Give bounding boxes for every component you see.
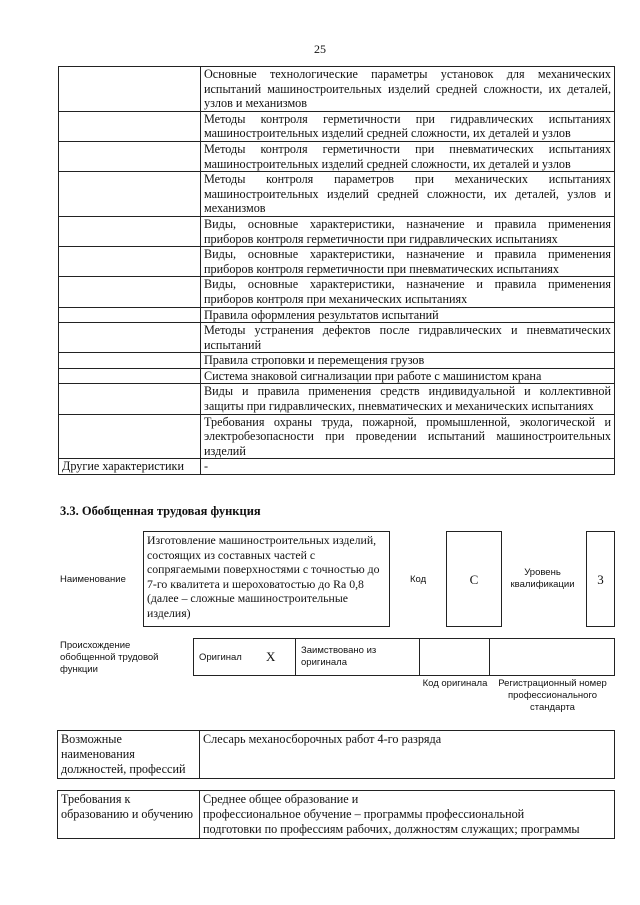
knowledge-item: Методы контроля герметичности при пневматических испытаниях машиностроительных изделий средней сложности, их деталей и узлов	[201, 141, 615, 171]
code-original-caption: Код оригинала	[422, 678, 488, 689]
knowledge-table	[58, 66, 615, 475]
knowledge-item: Правила строповки и перемещения грузов	[201, 353, 615, 369]
origin-divider	[489, 638, 490, 676]
section-title: 3.3. Обобщенная трудовая функция	[60, 504, 261, 518]
table-row	[59, 353, 615, 369]
education-label: Требования к образованию и обучению	[58, 791, 200, 839]
function-code-box: C	[446, 531, 502, 627]
education-table	[57, 790, 615, 839]
education-value	[200, 791, 615, 839]
knowledge-item: Виды, основные характеристики, назначение и правила применения приборов контроля герметичности при гидравлических испытаниях	[201, 216, 615, 246]
knowledge-item: Методы контроля параметров при механических испытаниях машиностроительных изделий средней сложности, их деталей, узлов и механизмов	[201, 172, 615, 217]
table-row	[59, 459, 615, 475]
table-row	[59, 247, 615, 277]
table-row	[59, 307, 615, 323]
qualification-level-box: 3	[586, 531, 615, 627]
origin-divider	[419, 638, 420, 676]
table-row	[59, 111, 615, 141]
table-row	[59, 67, 615, 112]
page-number: 25	[314, 42, 326, 56]
table-row	[59, 277, 615, 307]
table-row	[59, 323, 615, 353]
table-row	[59, 414, 615, 459]
table-row	[58, 791, 615, 839]
table-row	[59, 384, 615, 414]
education-line: Среднее общее образование и	[203, 792, 359, 806]
knowledge-item: Методы устранения дефектов после гидравлических и пневматических испытаний	[201, 323, 615, 353]
knowledge-item: Виды и правила применения средств индивидуальной и коллективной защиты при гидравлических, пневматических и механических испытаниях	[201, 384, 615, 414]
qualification-level-label: Уровень квалификации	[510, 567, 575, 590]
table-row	[59, 216, 615, 246]
table-row	[59, 172, 615, 217]
other-characteristics-value: -	[201, 459, 615, 475]
original-label: Оригинал	[199, 652, 242, 663]
positions-table	[57, 730, 615, 779]
other-characteristics-label: Другие характеристики	[59, 459, 201, 475]
positions-label: Возможные наименования должностей, профессий	[58, 731, 200, 779]
education-line: профессиональное обучение – программы профессиональной	[203, 807, 525, 821]
knowledge-item: Виды, основные характеристики, назначение и правила применения приборов контроля при механических испытаниях	[201, 277, 615, 307]
knowledge-item: Основные технологические параметры установок для механических испытаний машиностроительных изделий средней сложности, их деталей, узлов и механизмов	[201, 67, 615, 112]
education-line: подготовки по профессиям рабочих, должностям служащих; программы	[203, 822, 580, 836]
origin-divider	[295, 638, 296, 676]
table-row	[58, 731, 615, 779]
function-name-box: Изготовление машиностроительных изделий, состоящих из составных частей с сопрягаемыми поверхностями с точностью до 7-го квалитета и шероховатостью до Ra 0,8 (далее – сложные машиностроительные изделия)	[143, 531, 390, 627]
knowledge-item: Виды, основные характеристики, назначение и правила применения приборов контроля герметичности при пневматических испытаниях	[201, 247, 615, 277]
knowledge-item: Методы контроля герметичности при гидравлических испытаниях машиностроительных изделий средней сложности, их деталей и узлов	[201, 111, 615, 141]
borrowed-label: Заимствовано из оригинала	[301, 645, 377, 668]
code-label: Код	[410, 574, 427, 585]
original-mark: X	[266, 649, 276, 664]
reg-number-caption: Регистрационный номер профессионального стандарта	[498, 678, 607, 713]
positions-value: Слесарь механосборочных работ 4-го разряда	[200, 731, 615, 779]
table-row	[59, 368, 615, 384]
knowledge-item: Правила оформления результатов испытаний	[201, 307, 615, 323]
name-label: Наименование	[60, 574, 126, 585]
knowledge-item: Требования охраны труда, пожарной, промышленной, экологической и электробезопасности при проведении испытаний машиностроительных изделий	[201, 414, 615, 459]
knowledge-item: Система знаковой сигнализации при работе с машинистом крана	[201, 368, 615, 384]
table-row	[59, 141, 615, 171]
origin-label: Происхождение обобщенной трудовой функции	[60, 640, 159, 675]
